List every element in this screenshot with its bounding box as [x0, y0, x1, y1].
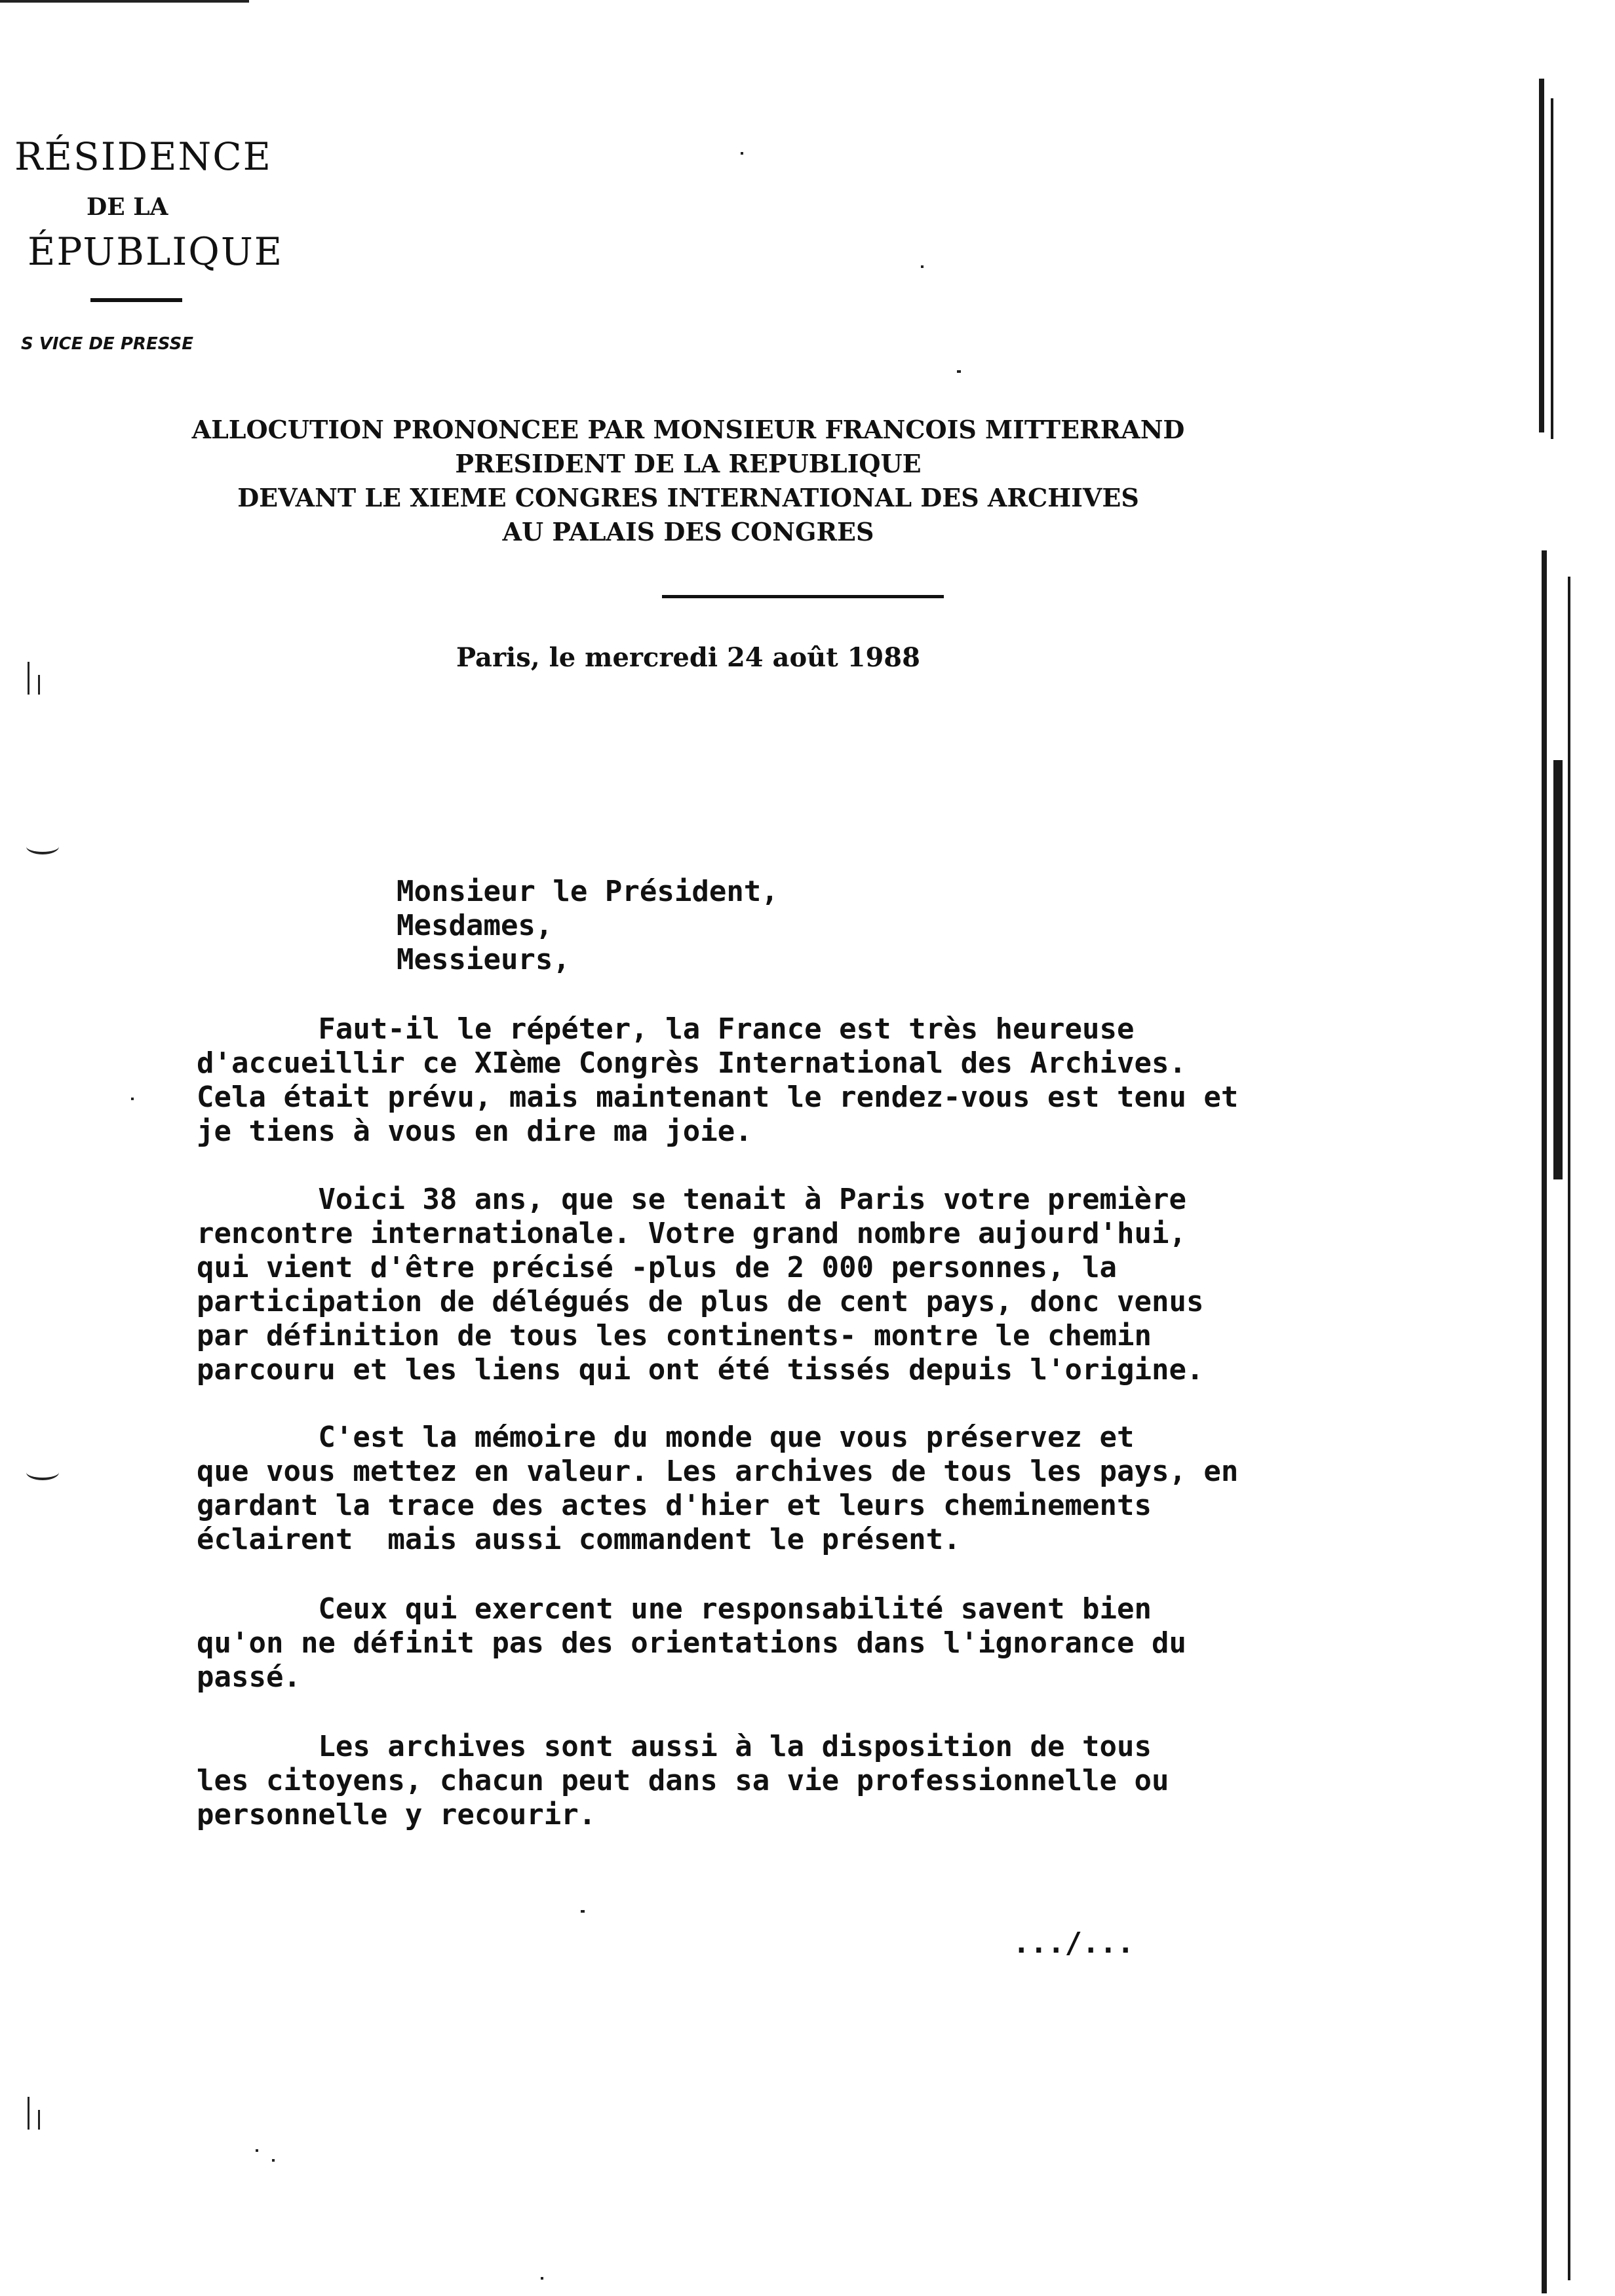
- scan-speck: [131, 1098, 134, 1100]
- text-line: Voici 38 ans, que se tenait à Paris votre première: [197, 1183, 1186, 1216]
- text-line: gardant la trace des actes d'hier et leurs cheminements: [197, 1489, 1152, 1522]
- text-line: passé.: [197, 1660, 301, 1694]
- heading-line: DEVANT LE XIEME CONGRES INTERNATIONAL DES ARCHIVES: [237, 483, 1139, 512]
- paragraph-3: [197, 1421, 1435, 1557]
- scan-mark: [28, 2097, 29, 2130]
- letterhead-line-1: RÉSIDENCE: [14, 134, 272, 179]
- text-line: participation de délégués de plus de cent pays, donc venus: [197, 1285, 1204, 1318]
- scan-edge-line: [0, 0, 249, 3]
- scan-mark: [38, 675, 40, 695]
- heading-line: PRESIDENT DE LA REPUBLIQUE: [455, 449, 922, 478]
- text-line: que vous mettez en valeur. Les archives de tous les pays, en: [197, 1455, 1239, 1488]
- scan-speck: [541, 2277, 543, 2280]
- text-line: Faut-il le répéter, la France est très heureuse: [197, 1012, 1135, 1046]
- text-line: C'est la mémoire du monde que vous préservez et: [197, 1421, 1135, 1454]
- scan-edge-mark: [1542, 550, 1547, 2293]
- paragraph-5: [197, 1730, 1435, 1832]
- salutation-line: Monsieur le Président,: [397, 875, 779, 908]
- paragraph-2: [197, 1183, 1435, 1387]
- letterhead-line-3: ÉPUBLIQUE: [28, 229, 284, 274]
- text-line: personnelle y recourir.: [197, 1798, 596, 1831]
- heading-rule: [662, 595, 944, 598]
- salutation: [397, 875, 779, 977]
- scan-mark: [26, 1464, 59, 1480]
- scan-mark: [26, 839, 59, 854]
- paragraph-4: [197, 1592, 1435, 1694]
- scan-speck: [581, 1910, 585, 1913]
- scan-mark: [38, 2110, 40, 2130]
- heading-line: ALLOCUTION PRONONCEE PAR MONSIEUR FRANCOIS MITTERRAND: [191, 415, 1185, 444]
- document-date: Paris, le mercredi 24 août 1988: [456, 642, 920, 673]
- scan-mark: [28, 662, 29, 695]
- scan-speck: [256, 2149, 258, 2152]
- scan-edge-mark: [1539, 79, 1544, 432]
- text-line: je tiens à vous en dire ma joie.: [197, 1115, 752, 1148]
- paragraph-1: [197, 1012, 1435, 1149]
- scan-edge-mark: [1553, 760, 1563, 1179]
- salutation-line: Mesdames,: [397, 909, 553, 942]
- letterhead-rule: [90, 298, 182, 302]
- continuation-mark: .../...: [1013, 1926, 1135, 1960]
- text-line: qu'on ne définit pas des orientations dans l'ignorance du: [197, 1626, 1186, 1660]
- scan-speck: [921, 265, 924, 268]
- text-line: les citoyens, chacun peut dans sa vie professionnelle ou: [197, 1764, 1169, 1797]
- text-line: par définition de tous les continents- montre le chemin: [197, 1319, 1152, 1352]
- text-line: Cela était prévu, mais maintenant le rendez-vous est tenu et: [197, 1081, 1239, 1114]
- letterhead-service: S VICE DE PRESSE: [21, 334, 193, 354]
- scan-edge-mark: [1568, 577, 1570, 2280]
- letterhead-line-2: DE LA: [87, 193, 168, 221]
- heading-line: AU PALAIS DES CONGRES: [502, 517, 874, 546]
- text-line: Ceux qui exercent une responsabilité savent bien: [197, 1592, 1152, 1626]
- text-line: d'accueillir ce XIème Congrès International des Archives.: [197, 1046, 1186, 1080]
- document-heading: [157, 413, 1219, 549]
- scan-speck: [741, 152, 743, 155]
- text-line: rencontre internationale. Votre grand nombre aujourd'hui,: [197, 1217, 1186, 1250]
- scan-speck: [272, 2159, 275, 2162]
- text-line: éclairent mais aussi commandent le présent.: [197, 1523, 961, 1556]
- salutation-line: Messieurs,: [397, 943, 570, 976]
- text-line: Les archives sont aussi à la disposition de tous: [197, 1730, 1152, 1763]
- scan-edge-mark: [1551, 98, 1553, 439]
- scan-speck: [957, 370, 961, 373]
- text-line: qui vient d'être précisé -plus de 2 000 personnes, la: [197, 1251, 1117, 1284]
- text-line: parcouru et les liens qui ont été tissés depuis l'origine.: [197, 1353, 1204, 1387]
